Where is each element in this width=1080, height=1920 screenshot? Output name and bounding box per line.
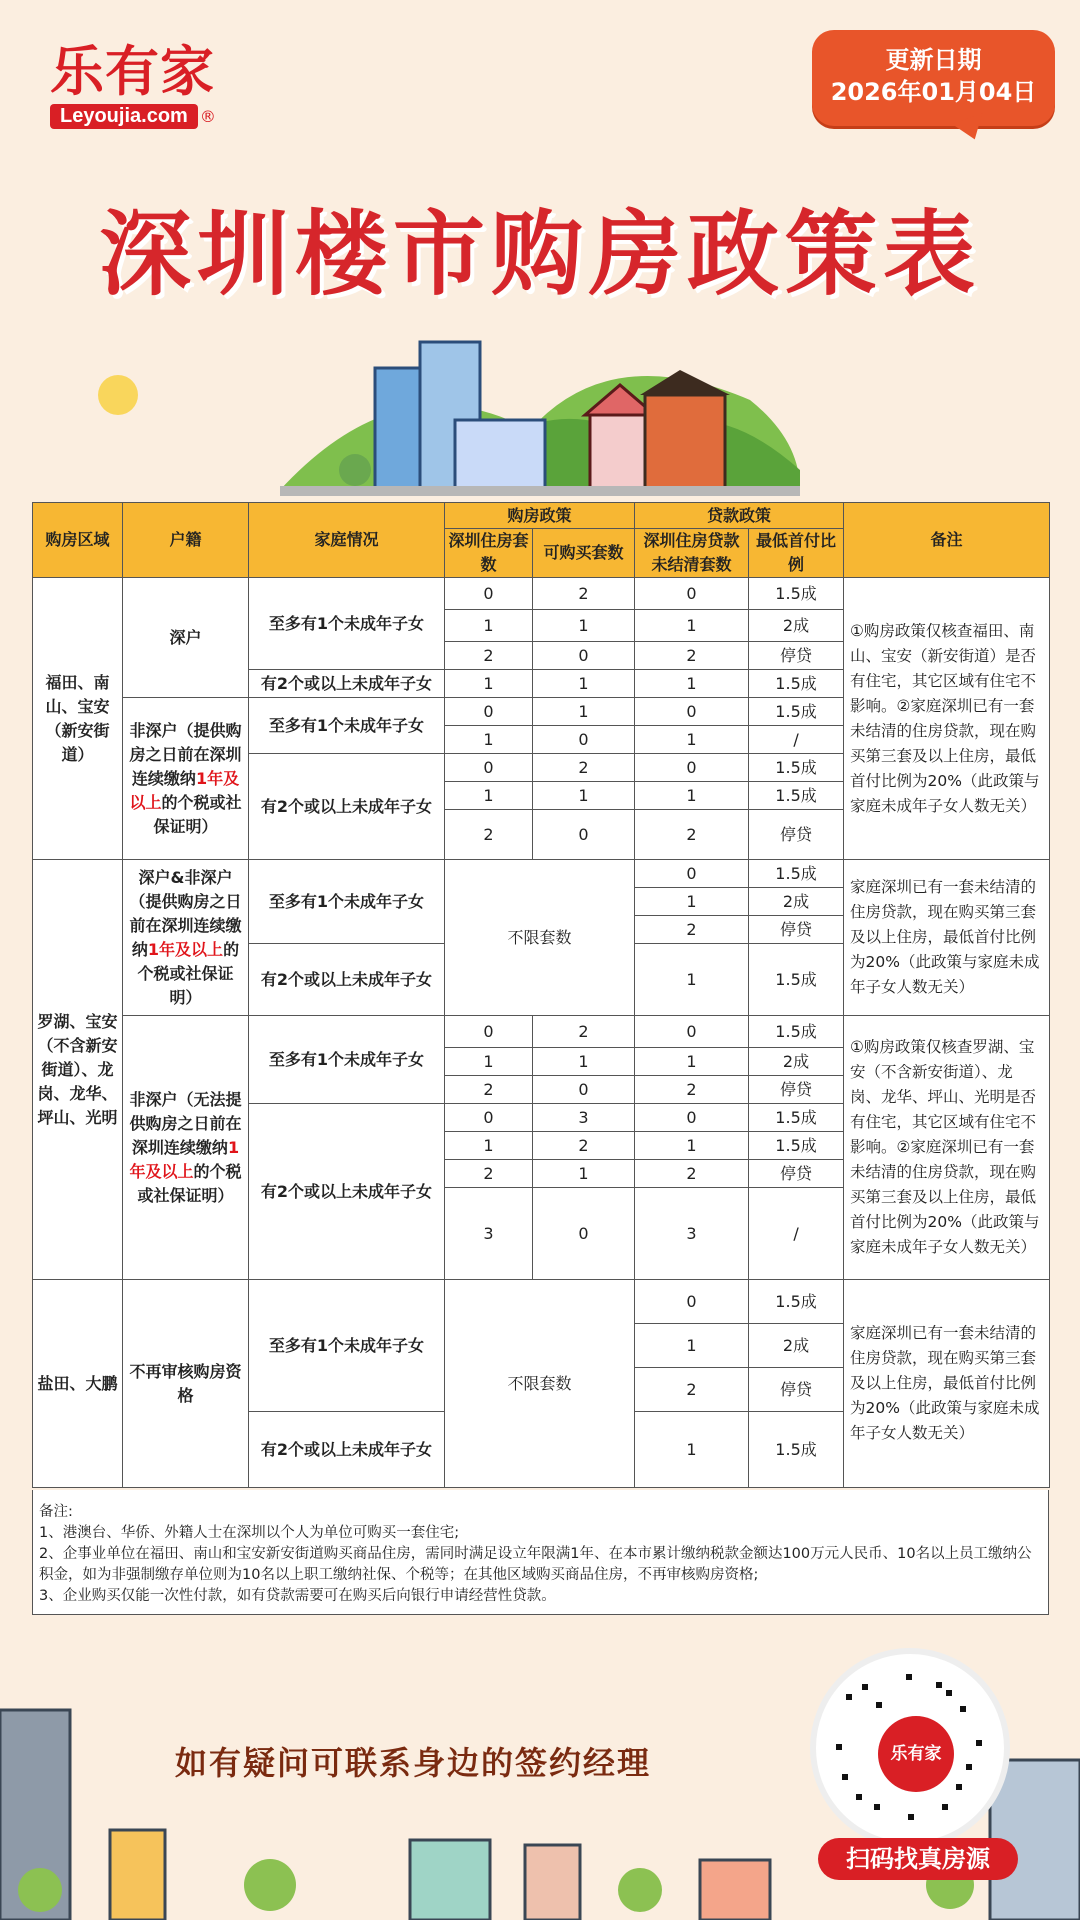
city-illustration	[280, 320, 800, 500]
cell: 1.5成	[749, 944, 844, 1016]
hukou-s1-b-text1: 非深户（提供购房之日前在深圳连续缴纳	[129, 720, 242, 788]
sun-icon	[95, 372, 141, 418]
cell: 0	[635, 578, 749, 610]
family-s3-2: 有2个或以上未成年子女	[249, 1412, 445, 1488]
cell: 0	[635, 698, 749, 726]
cell: 2	[533, 578, 635, 610]
cell: 1.5成	[749, 1016, 844, 1048]
family-s2-b1: 至多有1个未成年子女	[249, 1016, 445, 1104]
cell: 1.5成	[749, 1280, 844, 1324]
header-unpaid: 深圳住房贷款未结清套数	[635, 529, 749, 578]
cell: 0	[445, 578, 533, 610]
cell: 2成	[749, 1324, 844, 1368]
cell: 2	[635, 1368, 749, 1412]
family-s3-1: 至多有1个未成年子女	[249, 1280, 445, 1412]
cell: 1.5成	[749, 860, 844, 888]
family-s1-a2: 有2个或以上未成年子女	[249, 670, 445, 698]
cell: 0	[533, 642, 635, 670]
policy-table	[32, 502, 1050, 1488]
header-remarks: 备注	[844, 503, 1050, 578]
cell: 2成	[749, 888, 844, 916]
header-area: 购房区域	[33, 503, 123, 578]
cell: 1	[635, 782, 749, 810]
cell: 1.5成	[749, 578, 844, 610]
hukou-s1-b-highlight: 1年及以上	[129, 768, 240, 812]
footnote-2: 2、企事业单位在福田、南山和宝安新安街道购买商品住房，需同时满足设立年限满1年、在本市累计缴纳税款金额达100万元人民币、10名以上员工缴纳公积金，如为非强制缴存单位则为10名以上职工缴纳社保、个税等；在其他区域购买商品住房，不再审核购房资格;	[39, 1546, 1032, 1583]
cell: 1.5成	[749, 670, 844, 698]
unlimited-s2: 不限套数	[445, 860, 635, 1016]
hukou-s2-a-highlight: 1年及以上	[147, 939, 224, 959]
hukou-s2-a	[123, 860, 249, 1016]
cell: 1	[635, 1048, 749, 1076]
cell: 1	[533, 698, 635, 726]
qr-logo: 乐有家	[878, 1716, 954, 1792]
area-s3: 盐田、大鹏	[33, 1280, 123, 1488]
cell: 1	[635, 1324, 749, 1368]
header-purchase-policy: 购房政策	[445, 503, 635, 529]
cell: 2	[533, 754, 635, 782]
cell: 2成	[749, 610, 844, 642]
cell: 1	[533, 1048, 635, 1076]
unlimited-s3: 不限套数	[445, 1280, 635, 1488]
cell: 0	[533, 1188, 635, 1280]
cell: 1.5成	[749, 1412, 844, 1488]
cell: 2	[533, 1132, 635, 1160]
cell: 1	[445, 610, 533, 642]
cell: 0	[533, 1076, 635, 1104]
family-s1-a1: 至多有1个未成年子女	[249, 578, 445, 670]
family-s1-b1: 至多有1个未成年子女	[249, 698, 445, 754]
cell: 停贷	[749, 1076, 844, 1104]
cell: 1	[635, 1412, 749, 1488]
family-s2-a1: 至多有1个未成年子女	[249, 860, 445, 944]
hukou-s1-b	[123, 698, 249, 860]
cell: 1.5成	[749, 1132, 844, 1160]
area-s1: 福田、南山、宝安（新安街道）	[33, 578, 123, 860]
family-s2-b2: 有2个或以上未成年子女	[249, 1104, 445, 1280]
footnotes	[32, 1490, 1049, 1615]
footnote-3: 3、企业购买仅能一次性付款，如有贷款需要可在购买后向银行申请经营性贷款。	[39, 1588, 556, 1604]
cell: 0	[445, 754, 533, 782]
cell: 停贷	[749, 642, 844, 670]
cell: 1	[635, 610, 749, 642]
cell: 1	[533, 1160, 635, 1188]
footnote-1: 1、港澳台、华侨、外籍人士在深圳以个人为单位可购买一套住宅;	[39, 1525, 460, 1541]
cell: 停贷	[749, 1368, 844, 1412]
cell: 2	[635, 810, 749, 860]
cell: 1.5成	[749, 782, 844, 810]
note-s3: 家庭深圳已有一套未结清的住房贷款，现在购买第三套及以上住房，最低首付比例为20%（此政策与家庭未成年子女人数无关）	[844, 1280, 1050, 1488]
contact-text: 如有疑问可联系身边的签约经理	[175, 1744, 652, 1782]
note-s1: ①购房政策仅核查福田、南山、宝安（新安街道）是否有住宅，其它区域有住宅不影响。②家庭深圳已有一套未结清的住房贷款，现在购买第三套及以上住房，最低首付比例为20%（此政策与家庭未成年子女人数无关）	[844, 578, 1050, 860]
header-can-buy: 可购买套数	[533, 529, 635, 578]
cell: 0	[635, 1280, 749, 1324]
cell: 停贷	[749, 810, 844, 860]
cell: 0	[635, 1104, 749, 1132]
cell: 2	[533, 1016, 635, 1048]
cell: 1	[445, 726, 533, 754]
cell: 0	[635, 754, 749, 782]
cell: 2	[635, 642, 749, 670]
cell: 1	[635, 944, 749, 1016]
cell: 1	[635, 670, 749, 698]
cell: 1.5成	[749, 1104, 844, 1132]
cell: 1	[445, 670, 533, 698]
cell: 0	[533, 810, 635, 860]
cell: 1	[533, 782, 635, 810]
qr-code[interactable]	[810, 1648, 1010, 1848]
hukou-s2-b-text1: 非深户（无法提供购房之日前在深圳连续缴纳	[129, 1089, 242, 1157]
cell: 停贷	[749, 1160, 844, 1188]
header-min-dp: 最低首付比例	[749, 529, 844, 578]
registered-mark: ®	[199, 107, 216, 126]
cell: 0	[635, 1016, 749, 1048]
cell: 1	[635, 726, 749, 754]
scan-button[interactable]: 扫码找真房源	[818, 1838, 1018, 1880]
hukou-s2-b	[123, 1016, 249, 1280]
cell: 0	[445, 1016, 533, 1048]
cell: 1	[533, 670, 635, 698]
hukou-s1-a: 深户	[123, 578, 249, 698]
update-label: 更新日期	[885, 46, 982, 74]
cell: 0	[445, 698, 533, 726]
cell: 2	[635, 1160, 749, 1188]
hukou-s1-b-text2: 的个税或社保证明）	[153, 792, 242, 836]
header-owned: 深圳住房套数	[445, 529, 533, 578]
hukou-s2-a-text1: 深户&非深户（提供购房之日前在深圳连续缴纳	[129, 867, 242, 959]
cell: 2	[445, 642, 533, 670]
cell: 0	[635, 860, 749, 888]
update-date-bubble	[812, 30, 1055, 126]
family-s1-b2: 有2个或以上未成年子女	[249, 754, 445, 860]
hukou-s2-b-text2: 的个税或社保证明）	[137, 1161, 242, 1205]
cell: 1	[445, 1132, 533, 1160]
hukou-s3: 不再审核购房资格	[123, 1280, 249, 1488]
cell: 1.5成	[749, 698, 844, 726]
cell: 1	[635, 1132, 749, 1160]
note-s2-b: ①购房政策仅核查罗湖、宝安（不含新安街道）、龙岗、龙华、坪山、光明是否有住宅，其它区域有住宅不影响。②家庭深圳已有一套未结清的住房贷款，现在购买第三套及以上住房，最低首付比例为20%（此政策与家庭未成年子女人数无关）	[844, 1016, 1050, 1280]
cell: 2	[445, 1076, 533, 1104]
cell: 2	[445, 810, 533, 860]
cell: 3	[445, 1188, 533, 1280]
cell: 0	[533, 726, 635, 754]
hukou-s2-a-text2: 的个税或社保证明）	[137, 939, 240, 1007]
cell: 1	[445, 782, 533, 810]
cell: 1	[635, 888, 749, 916]
note-s2-a: 家庭深圳已有一套未结清的住房贷款，现在购买第三套及以上住房，最低首付比例为20%（此政策与家庭未成年子女人数无关）	[844, 860, 1050, 1016]
area-s2: 罗湖、宝安（不含新安街道）、龙岗、龙华、坪山、光明	[33, 860, 123, 1280]
header-family: 家庭情况	[249, 503, 445, 578]
page-title: 深圳楼市购房政策表	[98, 201, 981, 308]
cell: 1.5成	[749, 754, 844, 782]
update-date: 2026年01月04日	[830, 78, 1037, 106]
cell: 2	[635, 916, 749, 944]
cell: 0	[445, 1104, 533, 1132]
cell: 停贷	[749, 916, 844, 944]
footnote-title: 备注:	[39, 1504, 73, 1520]
brand-name-cn: 乐有家	[50, 40, 215, 103]
hukou-s2-b-highlight: 1年及以上	[129, 1137, 240, 1181]
cell: 2	[635, 1076, 749, 1104]
header-loan-policy: 贷款政策	[635, 503, 844, 529]
cell: 1	[445, 1048, 533, 1076]
cell: /	[749, 726, 844, 754]
header-hukou: 户籍	[123, 503, 249, 578]
cell: /	[749, 1188, 844, 1280]
cell: 3	[533, 1104, 635, 1132]
cell: 2	[445, 1160, 533, 1188]
brand-logo	[50, 40, 240, 129]
brand-name-en: Leyoujia.com	[50, 104, 198, 129]
cell: 2成	[749, 1048, 844, 1076]
family-s2-a2: 有2个或以上未成年子女	[249, 944, 445, 1016]
cell: 1	[533, 610, 635, 642]
cell: 3	[635, 1188, 749, 1280]
